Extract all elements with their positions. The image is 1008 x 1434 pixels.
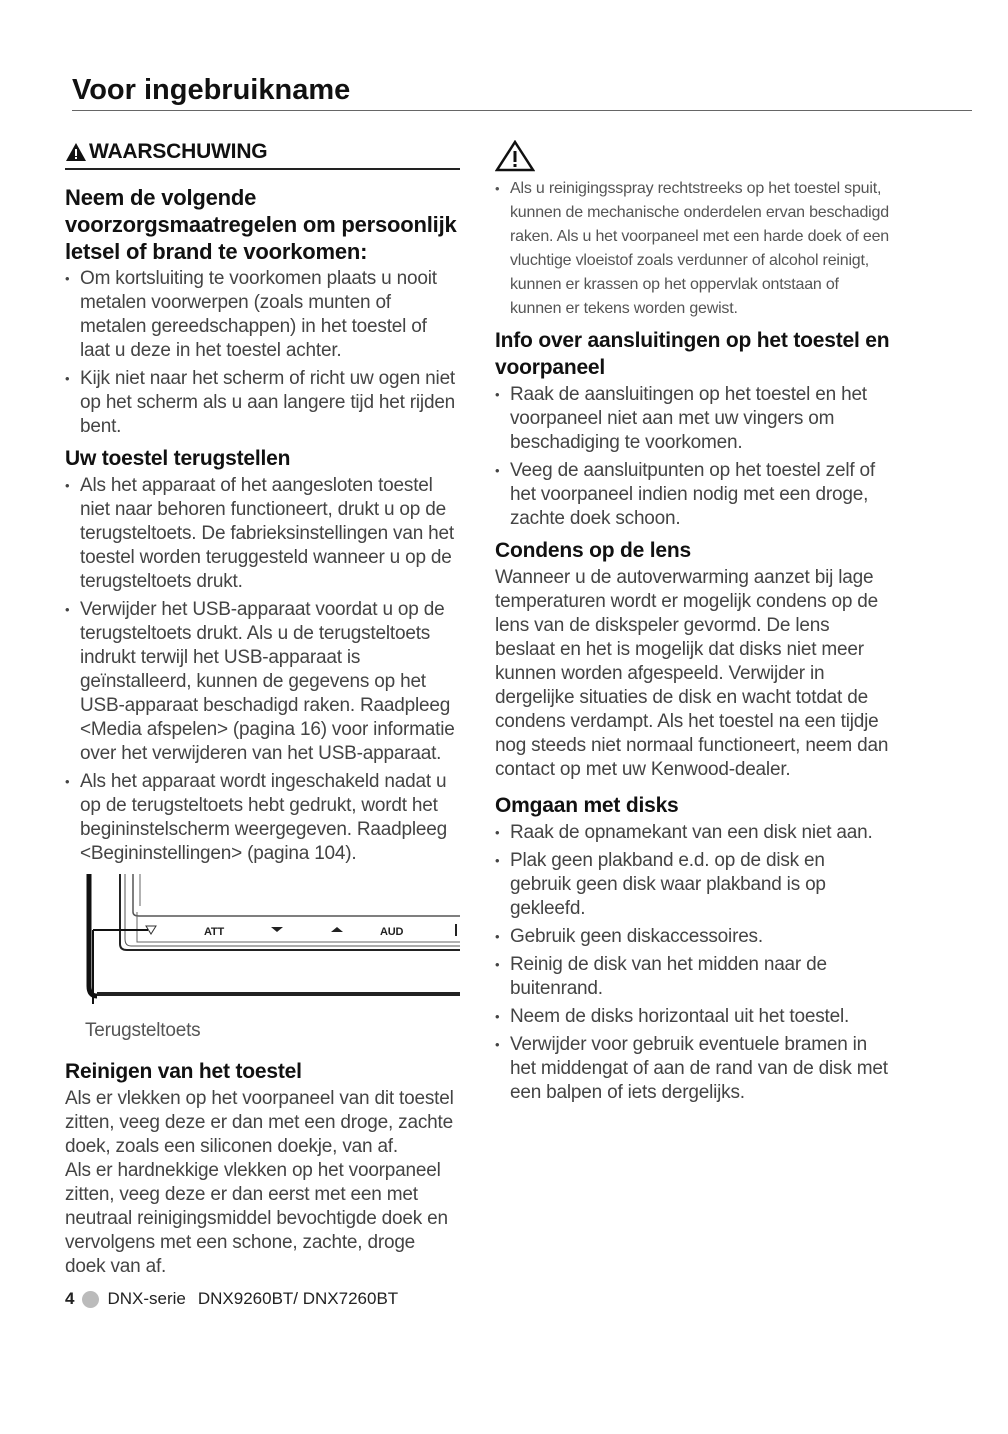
condens-heading: Condens op de lens xyxy=(495,539,691,562)
warning-heading xyxy=(65,140,460,170)
page-number: 4 xyxy=(65,1289,75,1308)
reset-button-figure xyxy=(65,874,460,1014)
warning-icon xyxy=(65,142,87,162)
list-item: • Raak de aansluitingen op het toestel en het voorpaneel niet aan met uw vingers om beschadiging te voorkomen. xyxy=(495,383,890,455)
att-button-label: ATT xyxy=(204,926,224,938)
list-item: • Verwijder voor gebruik eventuele bramen in het middengat of aan de rand van de disk met een balpen of iets dergelijks. xyxy=(495,1033,890,1105)
title-divider xyxy=(72,110,972,111)
connections-heading: Info over aansluitingen op het toestel en voorpaneel xyxy=(495,329,890,379)
right-column xyxy=(495,140,890,1109)
clean-text-2: Als er hardnekkige vlekken op het voorpaneel zitten, veeg deze er dan eerst met een met neutraal reinigingsmiddel bevochtigde doek en vervolgens met een schone, zachte, droge doek van af. xyxy=(65,1160,448,1277)
precautions-list xyxy=(65,267,460,439)
list-item: • Gebruik geen diskaccessoires. xyxy=(495,925,890,949)
connections-list xyxy=(495,383,890,531)
left-column xyxy=(65,140,460,1349)
model-names: DNX9260BT/ DNX7260BT xyxy=(197,1289,399,1308)
list-item: • Neem de disks horizontaal uit het toestel. xyxy=(495,1005,890,1029)
clean-text-1: Als er vlekken op het voorpaneel van dit toestel zitten, veeg deze er dan met een droge, zachte doek, zoals een siliconen doekje, van af. xyxy=(65,1088,454,1157)
figure-caption: Terugsteltoets xyxy=(85,1020,201,1041)
list-item: • Kijk niet naar het scherm of richt uw ogen niet op het scherm als u aan langere tijd het rijden bent. xyxy=(65,367,460,439)
reset-heading: Uw toestel terugstellen xyxy=(65,447,291,470)
list-item: • Veeg de aansluitpunten op het toestel zelf of het voorpaneel indien nodig met een droge, zachte doek schoon. xyxy=(495,459,890,531)
device-illustration xyxy=(65,874,460,1004)
list-item: • Verwijder het USB-apparaat voordat u op de terugsteltoets drukt. Als u de terugsteltoets indrukt terwijl het USB-apparaat is geïnstalleerd, kunnen de gegevens op het USB-apparaat beschadigd raken. Raadpleeg <Media afspelen> (pagina 16) voor informatie over het verwijderen van het USB-apparaat. xyxy=(65,598,460,766)
list-item: • Raak de opnamekant van een disk niet aan. xyxy=(495,821,890,845)
warning-heading-text: WAARSCHUWING xyxy=(89,140,268,163)
page-title: Voor ingebruikname xyxy=(72,74,351,106)
disks-list xyxy=(495,821,890,1105)
series-name: DNX-serie xyxy=(107,1289,186,1308)
reset-list xyxy=(65,474,460,866)
caution-icon xyxy=(495,140,535,172)
page-footer xyxy=(65,1289,460,1309)
list-item: • Reinig de disk van het midden naar de buitenrand. xyxy=(495,953,890,1001)
list-item: • Om kortsluiting te voorkomen plaats u nooit metalen voorwerpen (zoals munten of metalen gereedschappen) in het toestel of laat u deze in het toestel achter. xyxy=(65,267,460,363)
list-item: • Als u reinigingsspray rechtstreeks op het toestel spuit, kunnen de mechanische onderdelen ervan beschadigd raken. Als u het voorpaneel met een harde doek of een vluchtige vloeistof zoals verdunner of alcohol reinigt, kunnen er krassen op het oppervlak ontstaan of kunnen er tekens worden gewist. xyxy=(495,177,890,321)
list-item: • Als het apparaat wordt ingeschakeld nadat u op de terugsteltoets hebt gedrukt, wordt het begininstelscherm weergegeven. Raadpleeg <Begininstellingen> (pagina 104). xyxy=(65,770,460,866)
list-item: • Plak geen plakband e.d. op de disk en gebruik geen disk waar plakband is op gekleefd. xyxy=(495,849,890,921)
clean-heading: Reinigen van het toestel xyxy=(65,1060,302,1083)
circle-icon xyxy=(82,1291,99,1308)
caution-list xyxy=(495,177,890,321)
condens-text: Wanneer u de autoverwarming aanzet bij lage temperaturen wordt er mogelijk condens op de lens van de diskspeler gevormd. De lens beslaat en het is mogelijk dat disks niet meer kunnen worden afgespeeld. Verwijder in dergelijke situaties de disk en wacht totdat de condens verdampt. Als het toestel na een tijdje nog steeds niet normaal functioneert, neem dan contact op met uw Kenwood-dealer. xyxy=(495,567,889,780)
precautions-heading: Neem de volgende voorzorgsmaatregelen om persoonlijk letsel of brand te voorkomen: xyxy=(65,185,457,264)
aud-button-label: AUD xyxy=(380,926,404,938)
disks-heading: Omgaan met disks xyxy=(495,794,679,817)
list-item: • Als het apparaat of het aangesloten toestel niet naar behoren functioneert, drukt u op de terugsteltoets. De fabrieksinstellingen van het toestel worden teruggesteld wanneer u op de terugsteltoets drukt. xyxy=(65,474,460,594)
